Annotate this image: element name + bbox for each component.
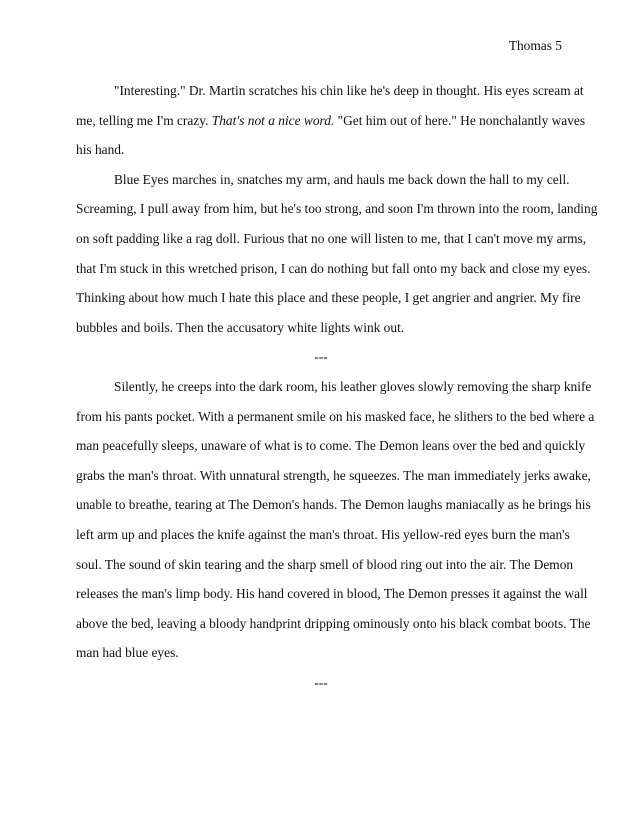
text-run: Screaming, I pull away from him, but he's too strong, and soon I'm thrown into the room, landing: [76, 201, 598, 217]
text-run: That's not a nice word.: [211, 112, 335, 128]
text-line: [76, 254, 591, 284]
text-line: [76, 609, 591, 639]
paragraph: [76, 372, 595, 668]
text-run: his hand.: [76, 142, 125, 158]
text-run: "Interesting." Dr. Martin scratches his chin like he's deep in thought. His eyes scream at: [114, 83, 584, 98]
text-run: above the bed, leaving a bloody handprint dripping ominously onto his black combat boots. The: [76, 615, 591, 631]
section-separator-2: ---: [314, 674, 328, 690]
text-run: left arm up and places the knife against the man's throat. His yellow-red eyes burn the man's: [76, 526, 570, 542]
text-line: [76, 194, 598, 224]
text-line: [76, 224, 587, 254]
text-line: [76, 106, 586, 136]
text-line: [76, 490, 591, 520]
text-run: soul. The sound of skin tearing and the sharp smell of blood ring out into the air. The Demon: [76, 556, 574, 572]
text-run: unable to breathe, tearing at The Demon's hands. The Demon laughs maniacally as he brings his: [76, 497, 591, 513]
body-text: [76, 76, 598, 697]
text-line: [76, 550, 574, 580]
text-run: from his pants pocket. With a permanent smile on his masked face, he slithers to the bed where a: [76, 408, 595, 424]
text-run: releases the man's limp body. His hand covered in blood, The Demon presses it against the wall: [76, 586, 588, 602]
text-run: Silently, he creeps into the dark room, his leather gloves slowly removing the sharp knife: [114, 378, 592, 394]
text-line: [76, 283, 581, 313]
text-line: [76, 135, 566, 165]
text-line: [76, 402, 595, 432]
text-line: [76, 372, 592, 402]
text-line: [76, 579, 588, 609]
text-run: on soft padding like a rag doll. Furious that no one will listen to me, that I can't move my arms,: [76, 230, 587, 246]
text-run: "Get him out of here." He nonchalantly waves: [334, 112, 586, 128]
text-line: [76, 638, 566, 668]
text-line: [76, 520, 570, 550]
text-run: Blue Eyes marches in, snatches my arm, and hauls me back down the hall to my cell.: [114, 171, 570, 187]
text-run: bubbles and boils. Then the accusatory white lights wink out.: [76, 319, 405, 335]
section-2: [76, 372, 595, 668]
text-line: [76, 165, 570, 195]
text-line: [76, 431, 586, 461]
running-head: Thomas 5: [508, 38, 562, 53]
text-run: grabs the man's throat. With unnatural strength, he squeezes. The man immediately jerks awake,: [76, 467, 591, 483]
text-line: [76, 76, 584, 106]
text-run: man had blue eyes.: [76, 645, 179, 661]
text-run: that I'm stuck in this wretched prison, I can do nothing but fall onto my back and close my eyes.: [76, 260, 591, 276]
text-line: [76, 461, 591, 491]
text-run: Thinking about how much I hate this place and these people, I get angrier and angrier. My fire: [76, 290, 581, 306]
paragraph: [76, 76, 586, 165]
section-1: [76, 76, 598, 342]
text-line: [76, 313, 566, 343]
section-separator-1: ---: [314, 349, 328, 365]
text-run: me, telling me I'm crazy.: [76, 112, 212, 128]
paragraph: [76, 165, 598, 343]
text-run: man peacefully sleeps, unaware of what is to come. The Demon leans over the bed and quickly: [76, 438, 586, 454]
